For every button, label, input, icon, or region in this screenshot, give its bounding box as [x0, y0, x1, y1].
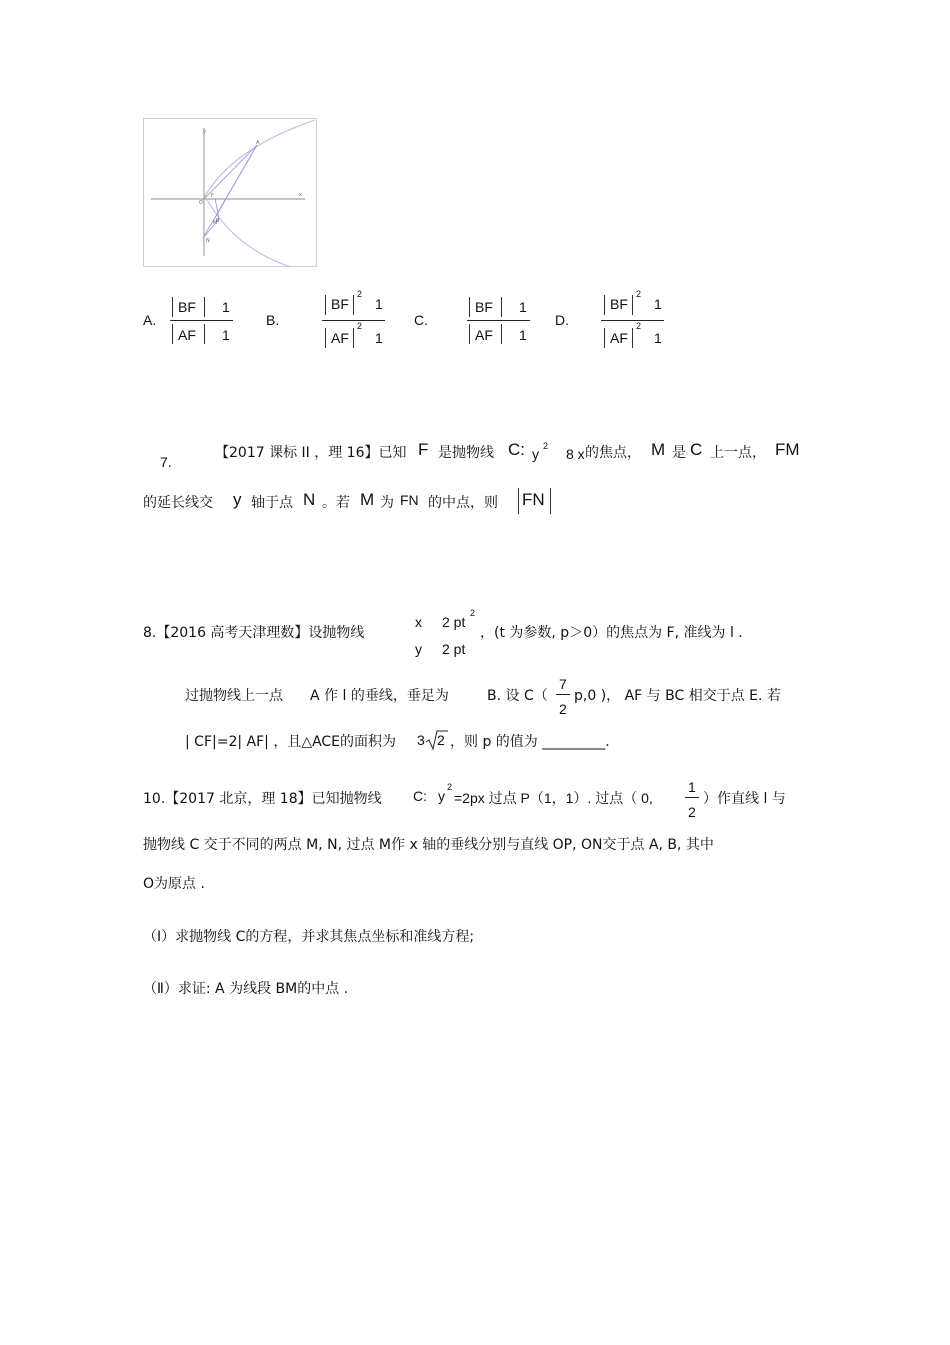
q7-number: 7. [160, 454, 172, 470]
q10-eq2: =2px 过点 P（1，1）. 过点（ 0, [454, 790, 653, 806]
q10-text2: ）作直线 l 与 [703, 791, 786, 807]
label-y: y [203, 129, 206, 135]
q8-y-rhs: 2 pt [442, 641, 466, 657]
q7-source: 【2017 课标 II ，理 16】已知 [215, 445, 407, 461]
q10-frac-den: 2 [688, 804, 696, 820]
option-a-den: AF [178, 327, 196, 343]
q10-line3: O为原点 . [143, 876, 205, 892]
option-d-den: AF [610, 330, 628, 346]
option-a-den-rhs: 1 [222, 327, 230, 343]
label-b: B [216, 218, 220, 224]
q8-y: y [415, 641, 422, 657]
option-d-num-exp: 2 [636, 289, 642, 299]
q10-c: C: [413, 788, 427, 804]
option-a-letter: A. [143, 312, 157, 328]
q7-line2m: M [360, 490, 375, 509]
q10-line2: 抛物线 C 交于不同的两点 M, N, 过点 M作 x 轴的垂线分别与直线 OP, ON交于点 A, B, 其中 [143, 837, 714, 853]
q8-exp: 2 [470, 608, 476, 618]
q10-part1: （Ⅰ）求抛物线 C的方程，并求其焦点坐标和准线方程; [143, 929, 475, 945]
option-b-num: BF [331, 296, 349, 312]
option-b-num-exp: 2 [357, 289, 363, 299]
q8-coef: 3 [417, 732, 425, 748]
option-c-num: BF [475, 299, 493, 315]
q7-line2y: y [233, 490, 242, 509]
option-b-den-exp: 2 [357, 321, 363, 331]
label-n: N [206, 238, 210, 244]
q7-exp: 2 [543, 441, 549, 451]
q7-c2: C [690, 440, 703, 459]
q7-line2b: 轴于点 [251, 495, 293, 511]
q7-text3: 是 [672, 445, 686, 461]
q7-line2fn: FN [400, 492, 419, 508]
q7-text4: 上一点， [710, 445, 766, 461]
q7-abs-fn: FN [522, 490, 545, 509]
option-d-num-rhs: 1 [654, 296, 662, 312]
q7-line2c: 。若 [322, 495, 350, 511]
q8-frac-num: 7 [559, 676, 567, 692]
option-c-letter: C. [414, 312, 428, 328]
label-x: x [299, 192, 302, 198]
q8-line2a: 过抛物线上一点 [185, 688, 283, 704]
q7-line2e: 的中点，则 [428, 495, 498, 511]
q7-text2: 的焦点， [585, 445, 641, 461]
q8-line2c: p,0 )， AF 与 BC 相交于点 E. 若 [574, 688, 781, 704]
q10-part2: （Ⅱ）求证: A 为线段 BM的中点 . [143, 981, 349, 997]
q8-line3b: ，则 p 的值为 _________. [450, 734, 610, 750]
q10-frac-num: 1 [688, 779, 696, 795]
parabola-diagram [143, 118, 317, 267]
option-d-letter: D. [555, 312, 569, 328]
option-c-den-rhs: 1 [519, 327, 527, 343]
q7-m: M [651, 440, 666, 459]
q7-line2a: 的延长线交 [143, 495, 213, 511]
q8-x: x [415, 614, 422, 630]
option-b-den: AF [331, 330, 349, 346]
option-b-num-rhs: 1 [375, 296, 383, 312]
q10-head: 10.【2017 北京，理 18】已知抛物线 [143, 791, 382, 807]
option-a-num: BF [178, 299, 196, 315]
q8-head: 8.【2016 高考天津理数】设抛物线 [143, 625, 365, 641]
q8-frac-den: 2 [559, 701, 567, 717]
q8-line2-b: B. 设 C（ [487, 688, 548, 704]
option-d-den-exp: 2 [636, 321, 642, 331]
option-c-den: AF [475, 327, 493, 343]
option-b-den-rhs: 1 [375, 330, 383, 346]
q7-text1: 是抛物线 [438, 445, 494, 461]
option-b-letter: B. [266, 312, 280, 328]
q7-line2n: N [303, 490, 316, 509]
option-a-num-rhs: 1 [222, 299, 230, 315]
q7-c: C: [508, 440, 525, 459]
label-o: O [199, 200, 203, 206]
q7-f: F [418, 440, 429, 459]
q10-exp: 2 [447, 782, 453, 792]
label-a: A [256, 140, 260, 146]
q10-eq: y [438, 788, 445, 804]
option-c-num-rhs: 1 [519, 299, 527, 315]
option-d-den-rhs: 1 [654, 330, 662, 346]
q7-line2d: 为 [380, 495, 394, 511]
q7-rhs: 8 x [566, 446, 585, 462]
q7-fm: FM [775, 440, 800, 459]
q7-y: y [532, 446, 539, 462]
q8-x-rhs: 2 pt [442, 614, 466, 630]
parabola-figure [143, 118, 317, 267]
q8-line3a: | CF|=2| AF| ，且△ACE的面积为 [185, 734, 397, 750]
label-m: M [213, 220, 218, 226]
option-d-num: BF [610, 296, 628, 312]
q8-text1: ，(t 为参数, p＞0）的焦点为 F, 准线为 l . [480, 625, 743, 641]
q8-line2-a: A 作 l 的垂线，垂足为 [310, 688, 449, 704]
label-f: F [211, 193, 214, 199]
q8-sqrt-val: 2 [437, 732, 445, 748]
